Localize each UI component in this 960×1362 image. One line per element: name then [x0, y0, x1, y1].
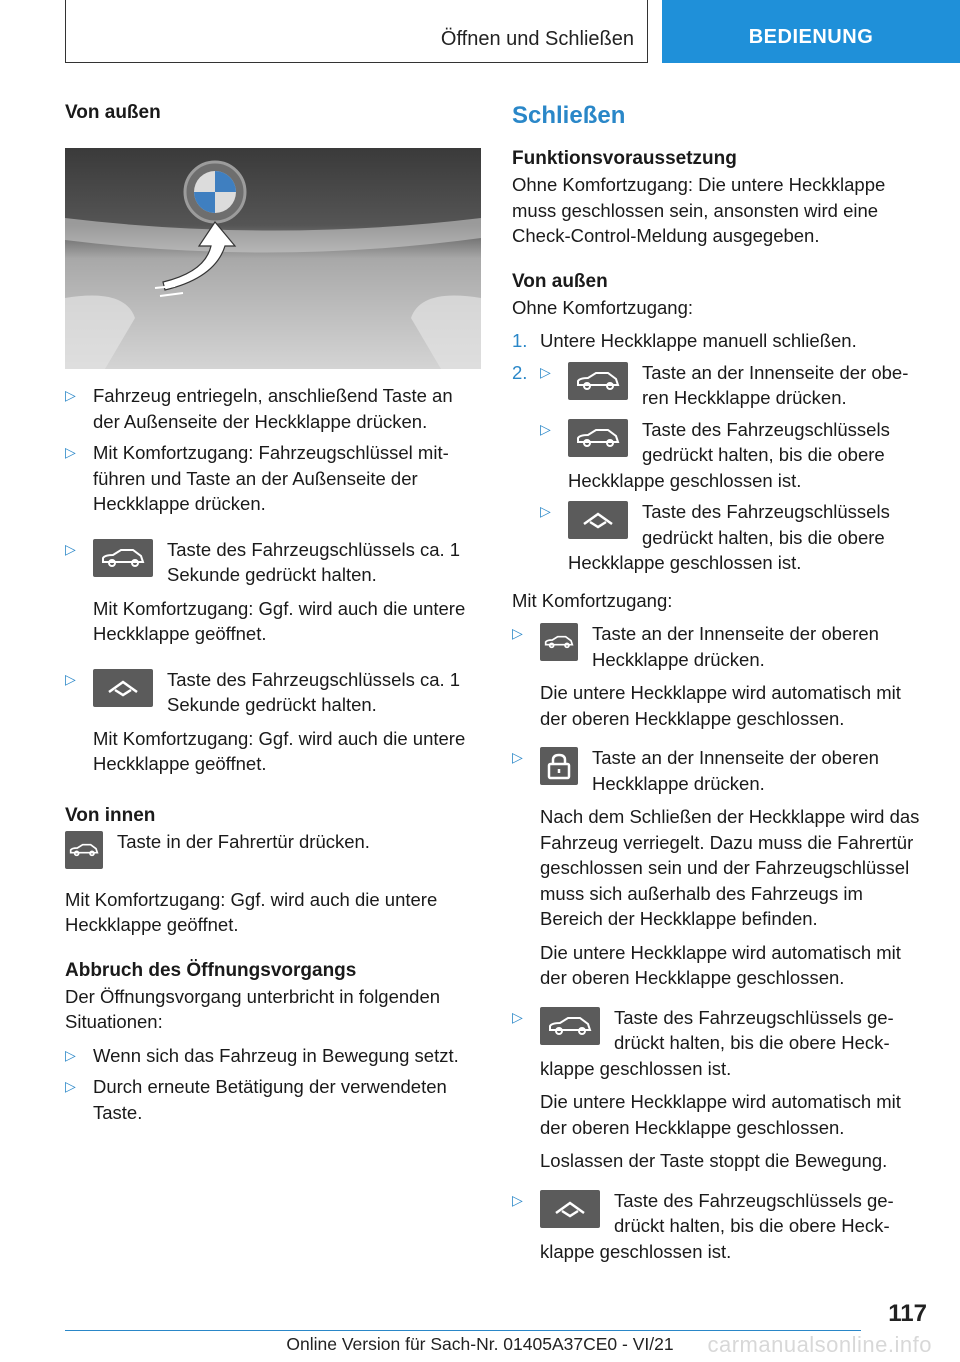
list-item: ▷ Taste an der Innenseite der oberen Heckklappe drücken.: [540, 360, 927, 411]
list-item: ▷ Taste an der Innenseite der oberen Heckklappe drücken. Die untere Heckklappe wird automatisch mit der oberen Heckklappe geschlossen.: [512, 621, 927, 731]
car-trunk-icon: [540, 623, 578, 661]
triangle-bullet-icon: ▷: [65, 670, 76, 687]
triangle-bullet-icon: ▷: [540, 420, 551, 437]
triangle-bullet-icon: ▷: [65, 1078, 76, 1094]
diamond-arrows-icon: [568, 501, 628, 539]
triangle-bullet-icon: ▷: [540, 363, 551, 380]
list-item: ▷ Taste des Fahrzeugschlüssels gedrückt halten, bis die obere Heckklappe geschlossen ist.: [512, 1188, 927, 1265]
list-item: ▷ Mit Komfortzugang: Fahrzeugschlüssel mitführen und Taste an der Außenseite der Heckklappe drücken.: [65, 440, 481, 517]
list-item: ▷ Wenn sich das Fahrzeug in Bewegung setzt.: [65, 1043, 481, 1069]
car-trunk-icon: [568, 419, 628, 457]
triangle-bullet-icon: ▷: [65, 1046, 76, 1063]
page-number: 117: [888, 1300, 927, 1327]
triangle-bullet-icon: ▷: [512, 1191, 523, 1208]
lock-icon: [540, 747, 578, 785]
triangle-bullet-icon: ▷: [512, 625, 523, 641]
diamond-arrows-icon: [540, 1190, 600, 1228]
heading-von-innen: Von innen: [65, 804, 156, 826]
tailgate-illustration: [65, 148, 481, 369]
heading-abbruch: Abbruch des Öffnungsvorgangs: [65, 959, 357, 981]
car-trunk-icon: [540, 1007, 600, 1045]
inside-block: Taste in der Fahrertür drücken.: [65, 829, 481, 873]
triangle-bullet-icon: ▷: [65, 444, 76, 460]
list-item: ▷ Taste des Fahrzeugschlüssels gedrückt halten, bis die obere Heckklappe geschlossen ist.: [540, 417, 927, 494]
car-trunk-icon: [568, 362, 628, 400]
triangle-bullet-icon: ▷: [65, 387, 76, 403]
car-trunk-icon: [65, 831, 103, 869]
diamond-arrows-icon: [93, 669, 153, 707]
list-item: ▷ Taste des Fahrzeugschlüssels ca. 1 Sekunde gedrückt halten. Mit Komfortzugang: Ggf. wird auch die untere Heckklappe geöffnet.: [65, 667, 481, 777]
heading-von-aussen: Von außen: [65, 102, 161, 123]
triangle-bullet-icon: ▷: [512, 749, 523, 765]
list-item: ▷ Durch erneute Betätigung der verwendeten Taste.: [65, 1074, 481, 1125]
left-column: Von außen ▷ Fahrzeug entriegeln, anschließend Taste an der Außenseite der Heckklappe drücken. ▷ Mit Komfortzugang: Fahrzeugschlüssel mitführen und Taste an der Außenseite der Heckklappe drücken. ▷ Taste des Fahrzeugschlüssels ca. 1 Sekunde gedrückt halten. Mit Komfortzugang: Ggf. wird auch die untere Heckklappe geöffnet. ▷ Taste des Fahrzeugschlüssels ca. 1 Sekunde gedrückt halten. Mit Komfortzugang: Ggf. wird auch die untere Heckklappe geöffnet. Von innen Taste in der Fahrertür drücken. Mit Komfortzugang: Ggf. wird auch die untere Heckklappe geöffnet. Abbruch des Öffnungsvorgangs Der Öffnungsvorgang unterbricht in folgenden Situationen: ▷ Wenn sich das Fahrzeug in Bewegung setzt. ▷ Durch erneute Betätigung der verwendeten Taste.: [65, 100, 481, 1131]
list-item: ▷ Taste des Fahrzeugschlüssels ca. 1 Sekunde gedrückt halten. Mit Komfortzugang: Ggf. wird auch die untere Heckklappe geöffnet.: [65, 537, 481, 647]
car-trunk-icon: [93, 539, 153, 577]
watermark: carmanualsonline.info: [707, 1332, 932, 1357]
footer-text: Online Version für Sach-Nr. 01405A37CE0 - VI/21: [286, 1334, 674, 1354]
right-column: Schließen Funktionsvoraussetzung Ohne Komfortzugang: Die untere Heckklappe muss geschlossen sein, ansonsten wird eine Check-Control-Meldung ausgegeben. Von außen Ohne Komfortzugang: 1. Untere Heckklappe manuell schließen. 2. ▷ Taste an der Innenseite der oberen Heckklappe drücken. ▷ Taste des Fahrzeugschlüssels gedrückt halten, bis die obere Heckklappe geschlossen ist. ▷ Taste des Fahrzeugschlüssels gedrückt halten, bis die obere Heckklappe geschlossen ist. Mit Komfortzugang: ▷ Taste an der Innenseite der oberen Heckklappe drücken. Die untere Heckklappe wird automatisch mit der oberen Heckklappe geschlossen. ▷ Taste an der Innenseite der oberen Heckklappe drücken. Nach dem Schließen der Heckklappe wird das Fahrzeug verriegelt. Dazu muss die Fahrertür geschlossen sein und der Fahrzeugschlüssel muss sich außerhalb des Fahrzeugs im Bereich der Heckklappe befinden. Die untere Heckklappe wird automatisch mit der oberen Heckklappe geschlossen. ▷ Taste des Fahrzeugschlüssels gedrückt halten, bis die obere Heckklappe geschlossen ist. Die untere Heckklappe wird automatisch mit der oberen Heckklappe geschlossen. Loslassen der Taste stoppt die Bewegung. ▷ Taste des Fahrzeugschlüssels gedrückt halten, bis die obere Heckklappe geschlossen ist.: [512, 100, 927, 1270]
footer-divider: [65, 1330, 861, 1331]
heading-funktionsvoraussetzung: Funktionsvoraussetzung: [512, 148, 737, 169]
header-section-title: Öffnen und Schließen: [440, 28, 634, 50]
list-item: 2. ▷ Taste an der Innenseite der oberen Heckklappe drücken. ▷ Taste des Fahrzeugschlüssels gedrückt halten, bis die obere Heckklappe geschlossen ist. ▷ Taste des Fahrzeugschlüssels gedrückt halten, bis die obere Heckklappe geschlossen ist.: [512, 360, 927, 582]
triangle-bullet-icon: ▷: [65, 540, 76, 557]
list-item: ▷ Taste an der Innenseite der oberen Heckklappe drücken. Nach dem Schließen der Heckklappe wird das Fahrzeug verriegelt. Dazu muss die Fahrertür geschlossen sein und der Fahrzeugschlüssel muss sich außerhalb des Fahrzeugs im Bereich der Heckklappe befinden. Die untere Heckklappe wird automatisch mit der oberen Heckklappe geschlossen.: [512, 745, 927, 991]
heading-von-aussen-right: Von außen: [512, 270, 608, 292]
tailgate-photo: [65, 148, 481, 369]
list-item: ▷ Fahrzeug entriegeln, anschließend Taste an der Außenseite der Heckklappe drücken.: [65, 383, 481, 434]
list-item: 1. Untere Heckklappe manuell schließen.: [512, 330, 857, 351]
triangle-bullet-icon: ▷: [512, 1008, 523, 1025]
list-item: ▷ Taste des Fahrzeugschlüssels gedrückt halten, bis die obere Heckklappe geschlossen ist.: [540, 499, 927, 576]
triangle-bullet-icon: ▷: [540, 503, 551, 519]
header-chapter-tab: BEDIENUNG: [662, 0, 960, 63]
list-item: ▷ Taste des Fahrzeugschlüssels gedrückt halten, bis die obere Heckklappe geschlossen ist. Die untere Heckklappe wird automatisch mit der oberen Heckklappe geschlossen. Loslassen der Taste stoppt die Bewegung.: [512, 1005, 927, 1174]
section-title-schliessen: Schließen: [512, 102, 626, 129]
